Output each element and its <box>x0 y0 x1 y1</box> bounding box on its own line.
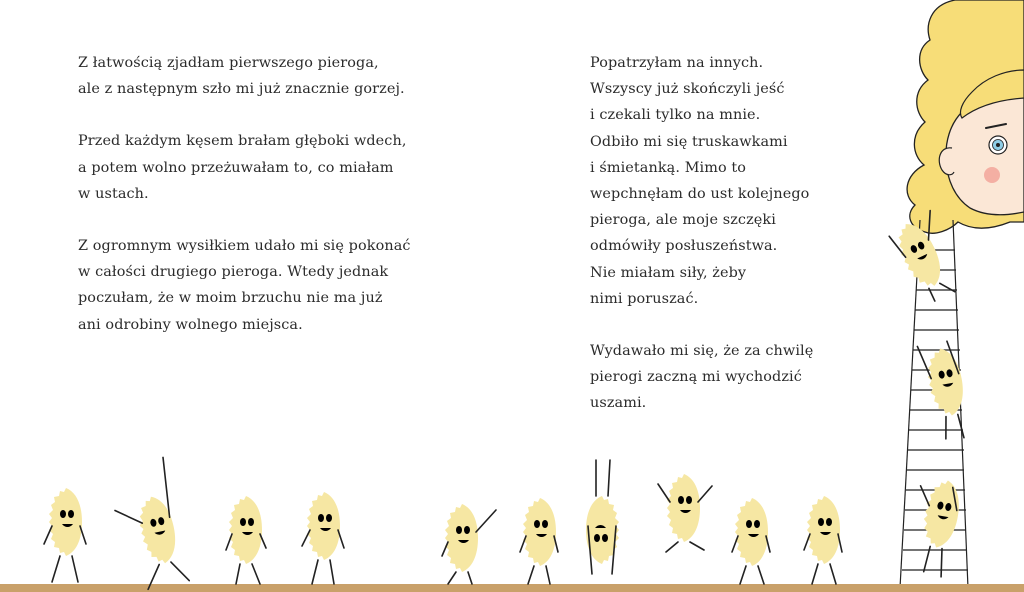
text-line: a potem wolno przeżuwałam to, co miałam <box>78 159 394 176</box>
text-line: nimi poruszać. <box>590 290 699 307</box>
text-line: Z ogromnym wysiłkiem udało mi się pokonać <box>78 238 411 255</box>
girl-illustration <box>907 0 1024 233</box>
text-line: pierogi zaczną mi wychodzić <box>590 369 802 386</box>
text-line: ale z następnym szło mi już znacznie gorzej. <box>78 81 405 98</box>
text-line: poczułam, że w moim brzuchu nie ma już <box>78 290 383 307</box>
text-line: i śmietanką. Mimo to <box>590 159 747 176</box>
text-line: pieroga, ale moje szczęki <box>590 212 776 229</box>
girl-cheek <box>984 167 1000 183</box>
pierog-walking <box>804 496 842 584</box>
pierog-waving <box>442 504 496 584</box>
text-line: w całości drugiego pieroga. Wtedy jednak <box>78 264 389 281</box>
pierog-jumping <box>658 474 712 552</box>
pierog-walking <box>226 496 266 584</box>
text-line: w ustach. <box>78 185 149 202</box>
pierog-cartwheel <box>106 457 189 592</box>
text-line: Odbiło mi się truskawkami <box>590 133 788 150</box>
text-line: Popatrzyłam na innych. <box>590 55 764 71</box>
text-line: Nie miałam siły, żeby <box>590 264 747 281</box>
text-line: Przed każdym kęsem brałam głęboki wdech, <box>78 133 407 150</box>
text-line: odmówiły posłuszeństwa. <box>590 238 778 255</box>
text-line: wepchnęłam do ust kolejnego <box>590 186 810 203</box>
text-line: Z łatwością zjadłam pierwszego pieroga, <box>78 55 379 71</box>
pierog-walking <box>520 498 558 584</box>
girl-pupil <box>996 143 1000 147</box>
text-line: Wszyscy już skończyli jeść <box>590 81 785 98</box>
pierog-handstand <box>586 460 619 574</box>
pierog-walking <box>44 488 86 582</box>
pierog-climbing <box>917 340 971 443</box>
ground-line <box>0 584 1024 592</box>
text-line: Wydawało mi się, że za chwilę <box>590 343 814 360</box>
text-line: ani odrobiny wolnego miejsca. <box>78 316 303 333</box>
pierog-climbing <box>906 476 964 578</box>
text-line: uszami. <box>590 395 647 412</box>
pierog-walking <box>732 498 770 584</box>
pierog-walking <box>302 492 344 584</box>
text-line: i czekali tylko na mnie. <box>590 107 761 124</box>
